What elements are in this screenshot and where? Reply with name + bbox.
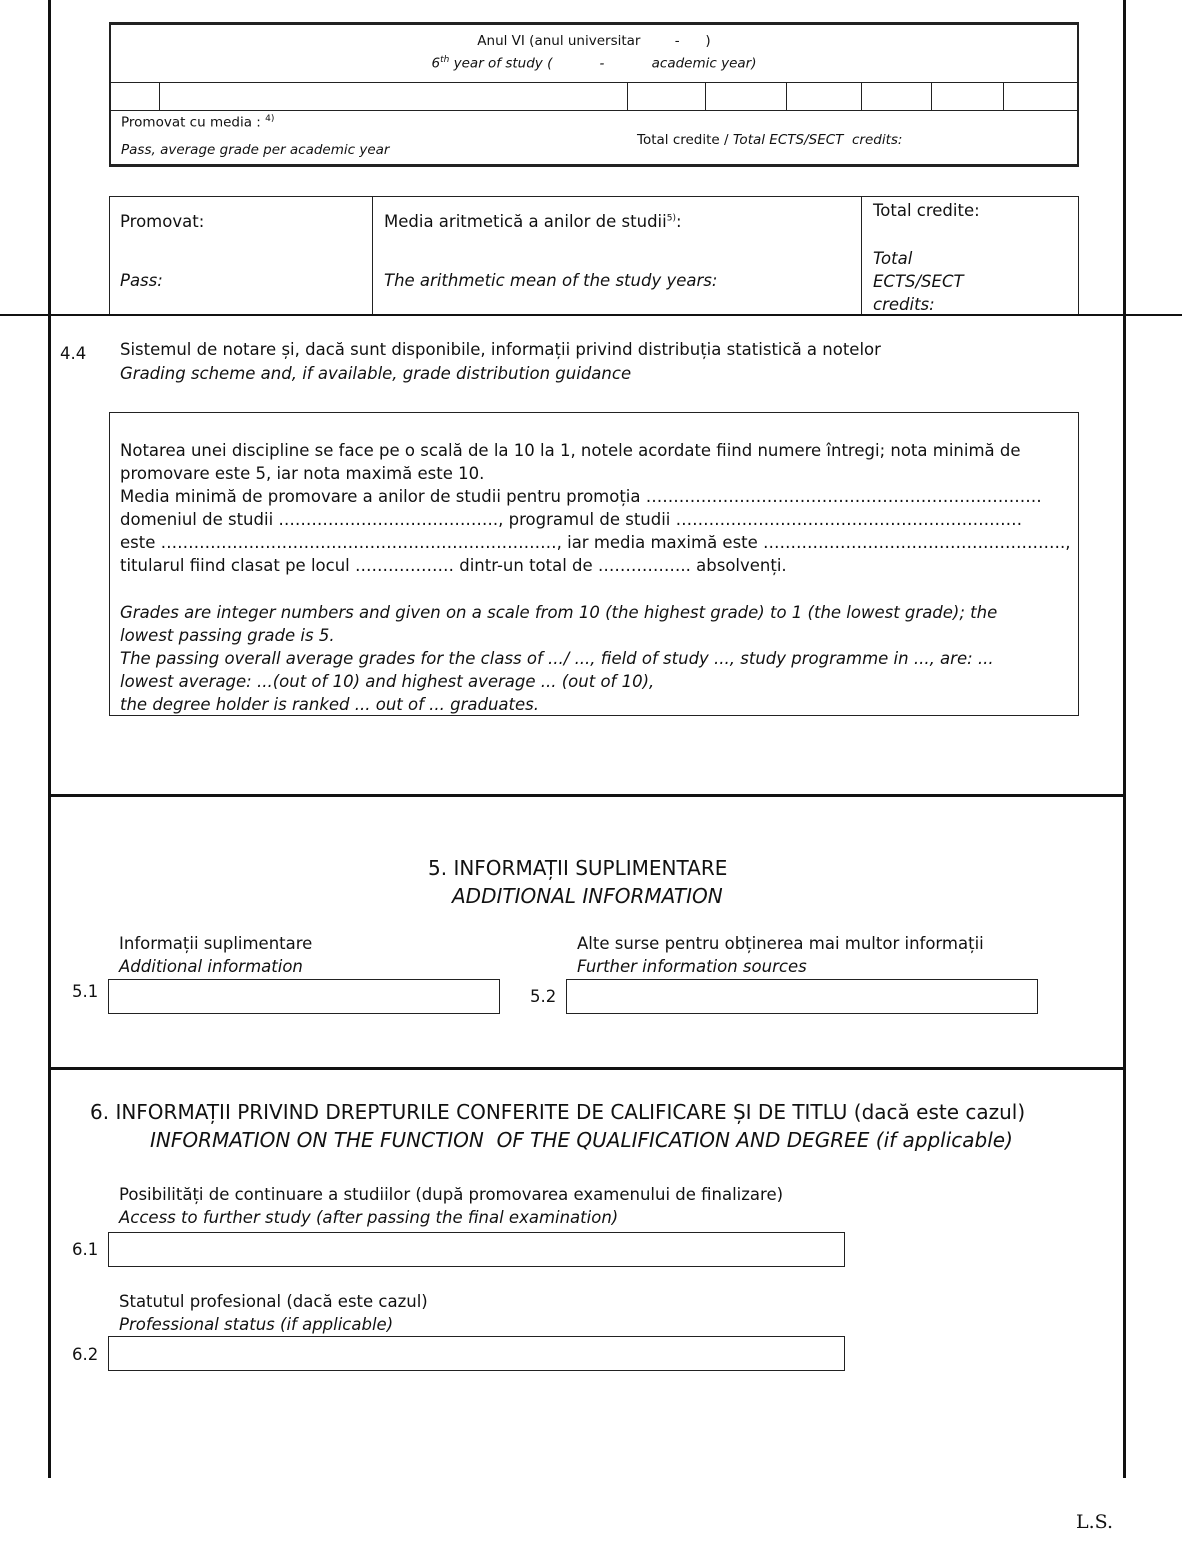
summary-credits-ro: Total credite: [873, 201, 980, 220]
divider-section-5-top [48, 794, 1126, 797]
grading-ro-text: Notarea unei discipline se face pe o scală de la 10 la 1, notele acordate fiind numere întregi; nota minimă de promovare este 5, iar nota maximă este 10. Media minimă de promovare a anilor de studii pentru promoția ……………………………………………………………… domeniul de studii …………………………………., programul de studii ……………………………………………………… este ………………………………………………………………, iar media maximă este ………………………………………………., titularul fiind clasat pe locul ……………… dintr-un total de …………….. absolvenți. [120, 441, 1071, 575]
section-4-4-title-ro: Sistemul de notare și, dacă sunt disponibile, informații privind distribuția statistică a notelor [120, 340, 881, 359]
summary-mean-ro: Media aritmetică a anilor de studii$^{5)}$: [384, 212, 682, 231]
grade-cell[interactable] [1003, 83, 1004, 110]
summary-table [109, 196, 1079, 316]
section-5-2-label-ro: Alte surse pentru obținerea mai multor informații [577, 934, 984, 953]
grade-cell[interactable] [627, 83, 628, 110]
section-6-2-label-ro: Statutul profesional (dacă este cazul) [119, 1292, 428, 1311]
further-info-sources-field[interactable] [566, 979, 1038, 1014]
section-4-4-number: 4.4 [60, 344, 87, 363]
grade-cell[interactable] [786, 83, 787, 110]
frame-right-border [1123, 0, 1126, 1478]
section-5-1-number: 5.1 [72, 982, 99, 1001]
year6-title-ro: Anul VI (anul universitar - ) [477, 33, 711, 49]
section-6-2-number: 6.2 [72, 1345, 99, 1364]
grade-cell[interactable] [705, 83, 706, 110]
divider-4-4-top [0, 314, 1182, 316]
year6-credits-label: Total credite / Total ECTS/SECT credits: [637, 132, 903, 148]
summary-mean-en: The arithmetic mean of the study years: [384, 271, 718, 290]
section-4-4-title-en: Grading scheme and, if available, grade distribution guidance [120, 364, 632, 383]
grade-cell[interactable] [861, 83, 862, 110]
year6-table [109, 22, 1079, 167]
section-5-2-number: 5.2 [530, 987, 557, 1006]
summary-pass-en: Pass: [120, 271, 163, 290]
year6-pass-label-en: Pass, average grade per academic year [121, 142, 390, 158]
summary-pass-ro: Promovat: [120, 212, 205, 231]
further-study-field[interactable] [108, 1232, 845, 1267]
section-6-1-number: 6.1 [72, 1240, 99, 1259]
section-5-2-label-en: Further information sources [577, 957, 807, 976]
summary-credits-en: Total ECTS/SECT credits: [873, 249, 964, 314]
stamp-label: L.S. [1076, 1511, 1114, 1533]
grading-scheme-box [109, 412, 1079, 716]
section-6-1-label-en: Access to further study (after passing the final examination) [119, 1208, 619, 1227]
section-5-title-en: ADDITIONAL INFORMATION [452, 884, 723, 908]
section-5-title-ro: 5. INFORMAȚII SUPLIMENTARE [428, 856, 728, 880]
section-6-1-label-ro: Posibilități de continuare a studiilor (după promovarea examenului de finalizare) [119, 1185, 784, 1204]
section-6-2-label-en: Professional status (if applicable) [119, 1315, 394, 1334]
additional-info-field[interactable] [108, 979, 500, 1014]
professional-status-field[interactable] [108, 1336, 845, 1371]
year6-grades-row [111, 82, 1077, 111]
section-5-1-label-en: Additional information [119, 957, 303, 976]
year6-pass-label-ro: Promovat cu media : $^{4)}$ [121, 114, 275, 131]
section-6-title-ro: 6. INFORMAȚII PRIVIND DREPTURILE CONFERITE DE CALIFICARE ȘI DE TITLU (dacă este cazul) [90, 1100, 1026, 1124]
section-5-1-label-ro: Informații suplimentare [119, 934, 313, 953]
grading-en-text: Grades are integer numbers and given on a scale from 10 (the highest grade) to 1 (the lowest grade); the lowest passing grade is 5. The passing overall average grades for the class of .../ ..., field of study ..., study programme in ..., are: ... lowest average: ...(out of 10) and highest average ... (out of 10), the degree holder is ranked ... out of ... graduates. [120, 603, 998, 714]
frame-left-border [48, 0, 51, 1478]
divider-section-6-top [48, 1067, 1126, 1070]
year6-title-en: 6th year of study ( - academic year) [431, 55, 757, 72]
section-6-title-en: INFORMATION ON THE FUNCTION OF THE QUALIFICATION AND DEGREE (if applicable) [150, 1128, 1013, 1152]
grade-cell[interactable] [931, 83, 932, 110]
grade-cell[interactable] [159, 83, 160, 110]
